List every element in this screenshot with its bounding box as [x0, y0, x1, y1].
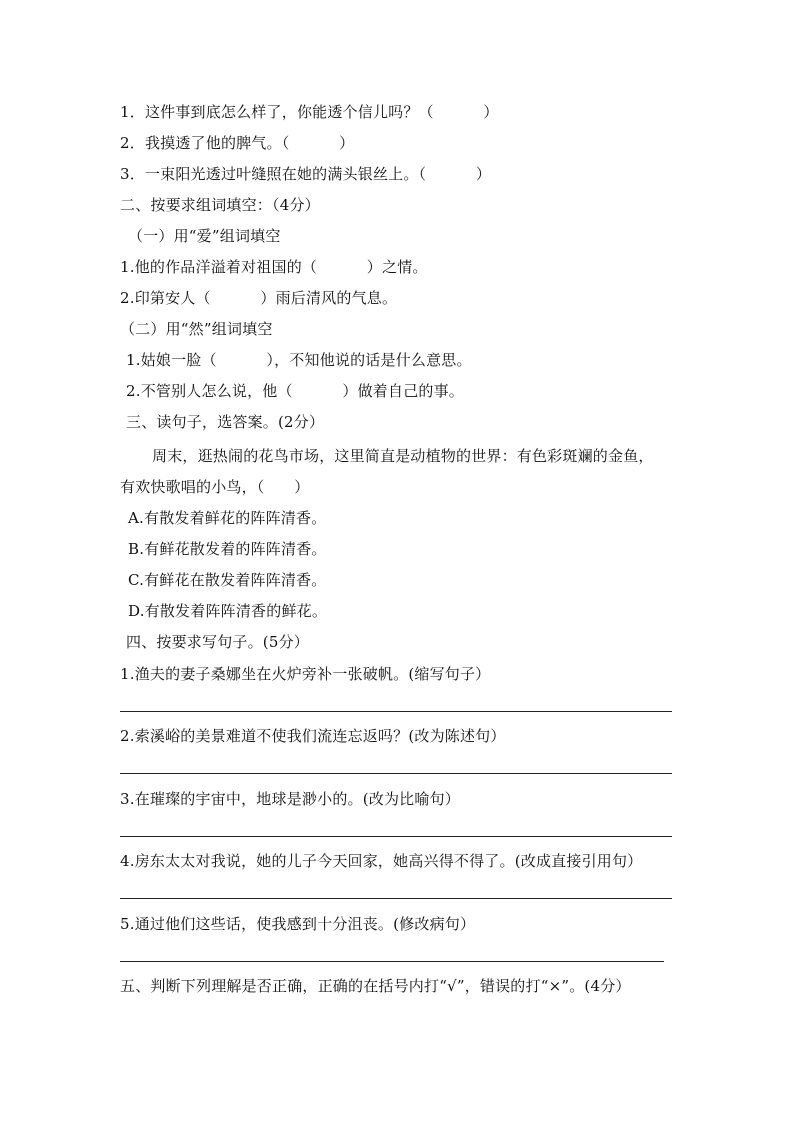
section-2-sub-2-q1: 1.姑娘一脸（ ），不知他说的话是什么意思。: [126, 351, 472, 369]
q1-line-2: 2．我摸透了他的脾气。（ ）: [120, 134, 355, 152]
section-3-passage-1: 周末，逛热闹的花鸟市场，这里简直是动植物的世界：有色彩斑斓的金鱼，: [152, 447, 654, 465]
option-d: D.有散发着阵阵清香的鲜花。: [128, 602, 328, 620]
section-5-heading: 五、判断下列理解是否正确，正确的在括号内打“√”，错误的打“×”。(4分）: [120, 977, 631, 995]
section-4-q1: 1.渔夫的妻子桑娜坐在火炉旁补一张破帆。(缩写句子）: [120, 665, 491, 683]
section-2-sub-1-q1: 1.他的作品洋溢着对祖国的（ ）之情。: [120, 258, 428, 276]
section-4-q2: 2.索溪峪的美景难道不使我们流连忘返吗？(改为陈述句）: [120, 727, 506, 745]
option-c: C.有鲜花在散发着阵阵清香。: [128, 571, 327, 589]
option-b: B.有鲜花散发着的阵阵清香。: [128, 540, 327, 558]
section-3-passage-2: 有欢快歌唱的小鸟，（ ）: [120, 478, 310, 496]
section-3-heading: 三、读句子，选答案。(2分）: [126, 413, 325, 431]
answer-line-5[interactable]: [120, 961, 664, 962]
section-2-sub-2: （二）用“然”组词填空: [120, 320, 273, 338]
section-4-q5: 5.通过他们这些话，使我感到十分沮丧。(修改病句）: [120, 915, 476, 933]
section-4-q4: 4.房东太太对我说，她的儿子今天回家，她高兴得不得了。(改成直接引用句）: [120, 852, 643, 870]
section-2-heading: 二、按要求组词填空：（4分）: [120, 196, 320, 214]
section-4-q3: 3.在璀璨的宇宙中，地球是渺小的。(改为比喻句）: [120, 790, 460, 808]
option-a: A.有散发着鲜花的阵阵清香。: [128, 509, 327, 527]
section-2-sub-2-q2: 2.不管别人怎么说，他（ ）做着自己的事。: [126, 382, 464, 400]
answer-line-3[interactable]: [120, 836, 672, 837]
section-2-sub-1: （一）用“爱”组词填空: [128, 227, 281, 245]
answer-line-1[interactable]: [120, 711, 672, 712]
section-4-heading: 四、按要求写句子。(5分）: [126, 633, 309, 651]
section-2-sub-1-q2: 2.印第安人（ ）雨后清风的气息。: [120, 289, 398, 307]
answer-line-4[interactable]: [120, 898, 672, 899]
q1-line-1: 1．这件事到底怎么样了，你能透个信儿吗？（ ）: [120, 103, 499, 121]
answer-line-2[interactable]: [120, 773, 672, 774]
q1-line-3: 3．一束阳光透过叶缝照在她的满头银丝上。（ ）: [120, 165, 492, 183]
